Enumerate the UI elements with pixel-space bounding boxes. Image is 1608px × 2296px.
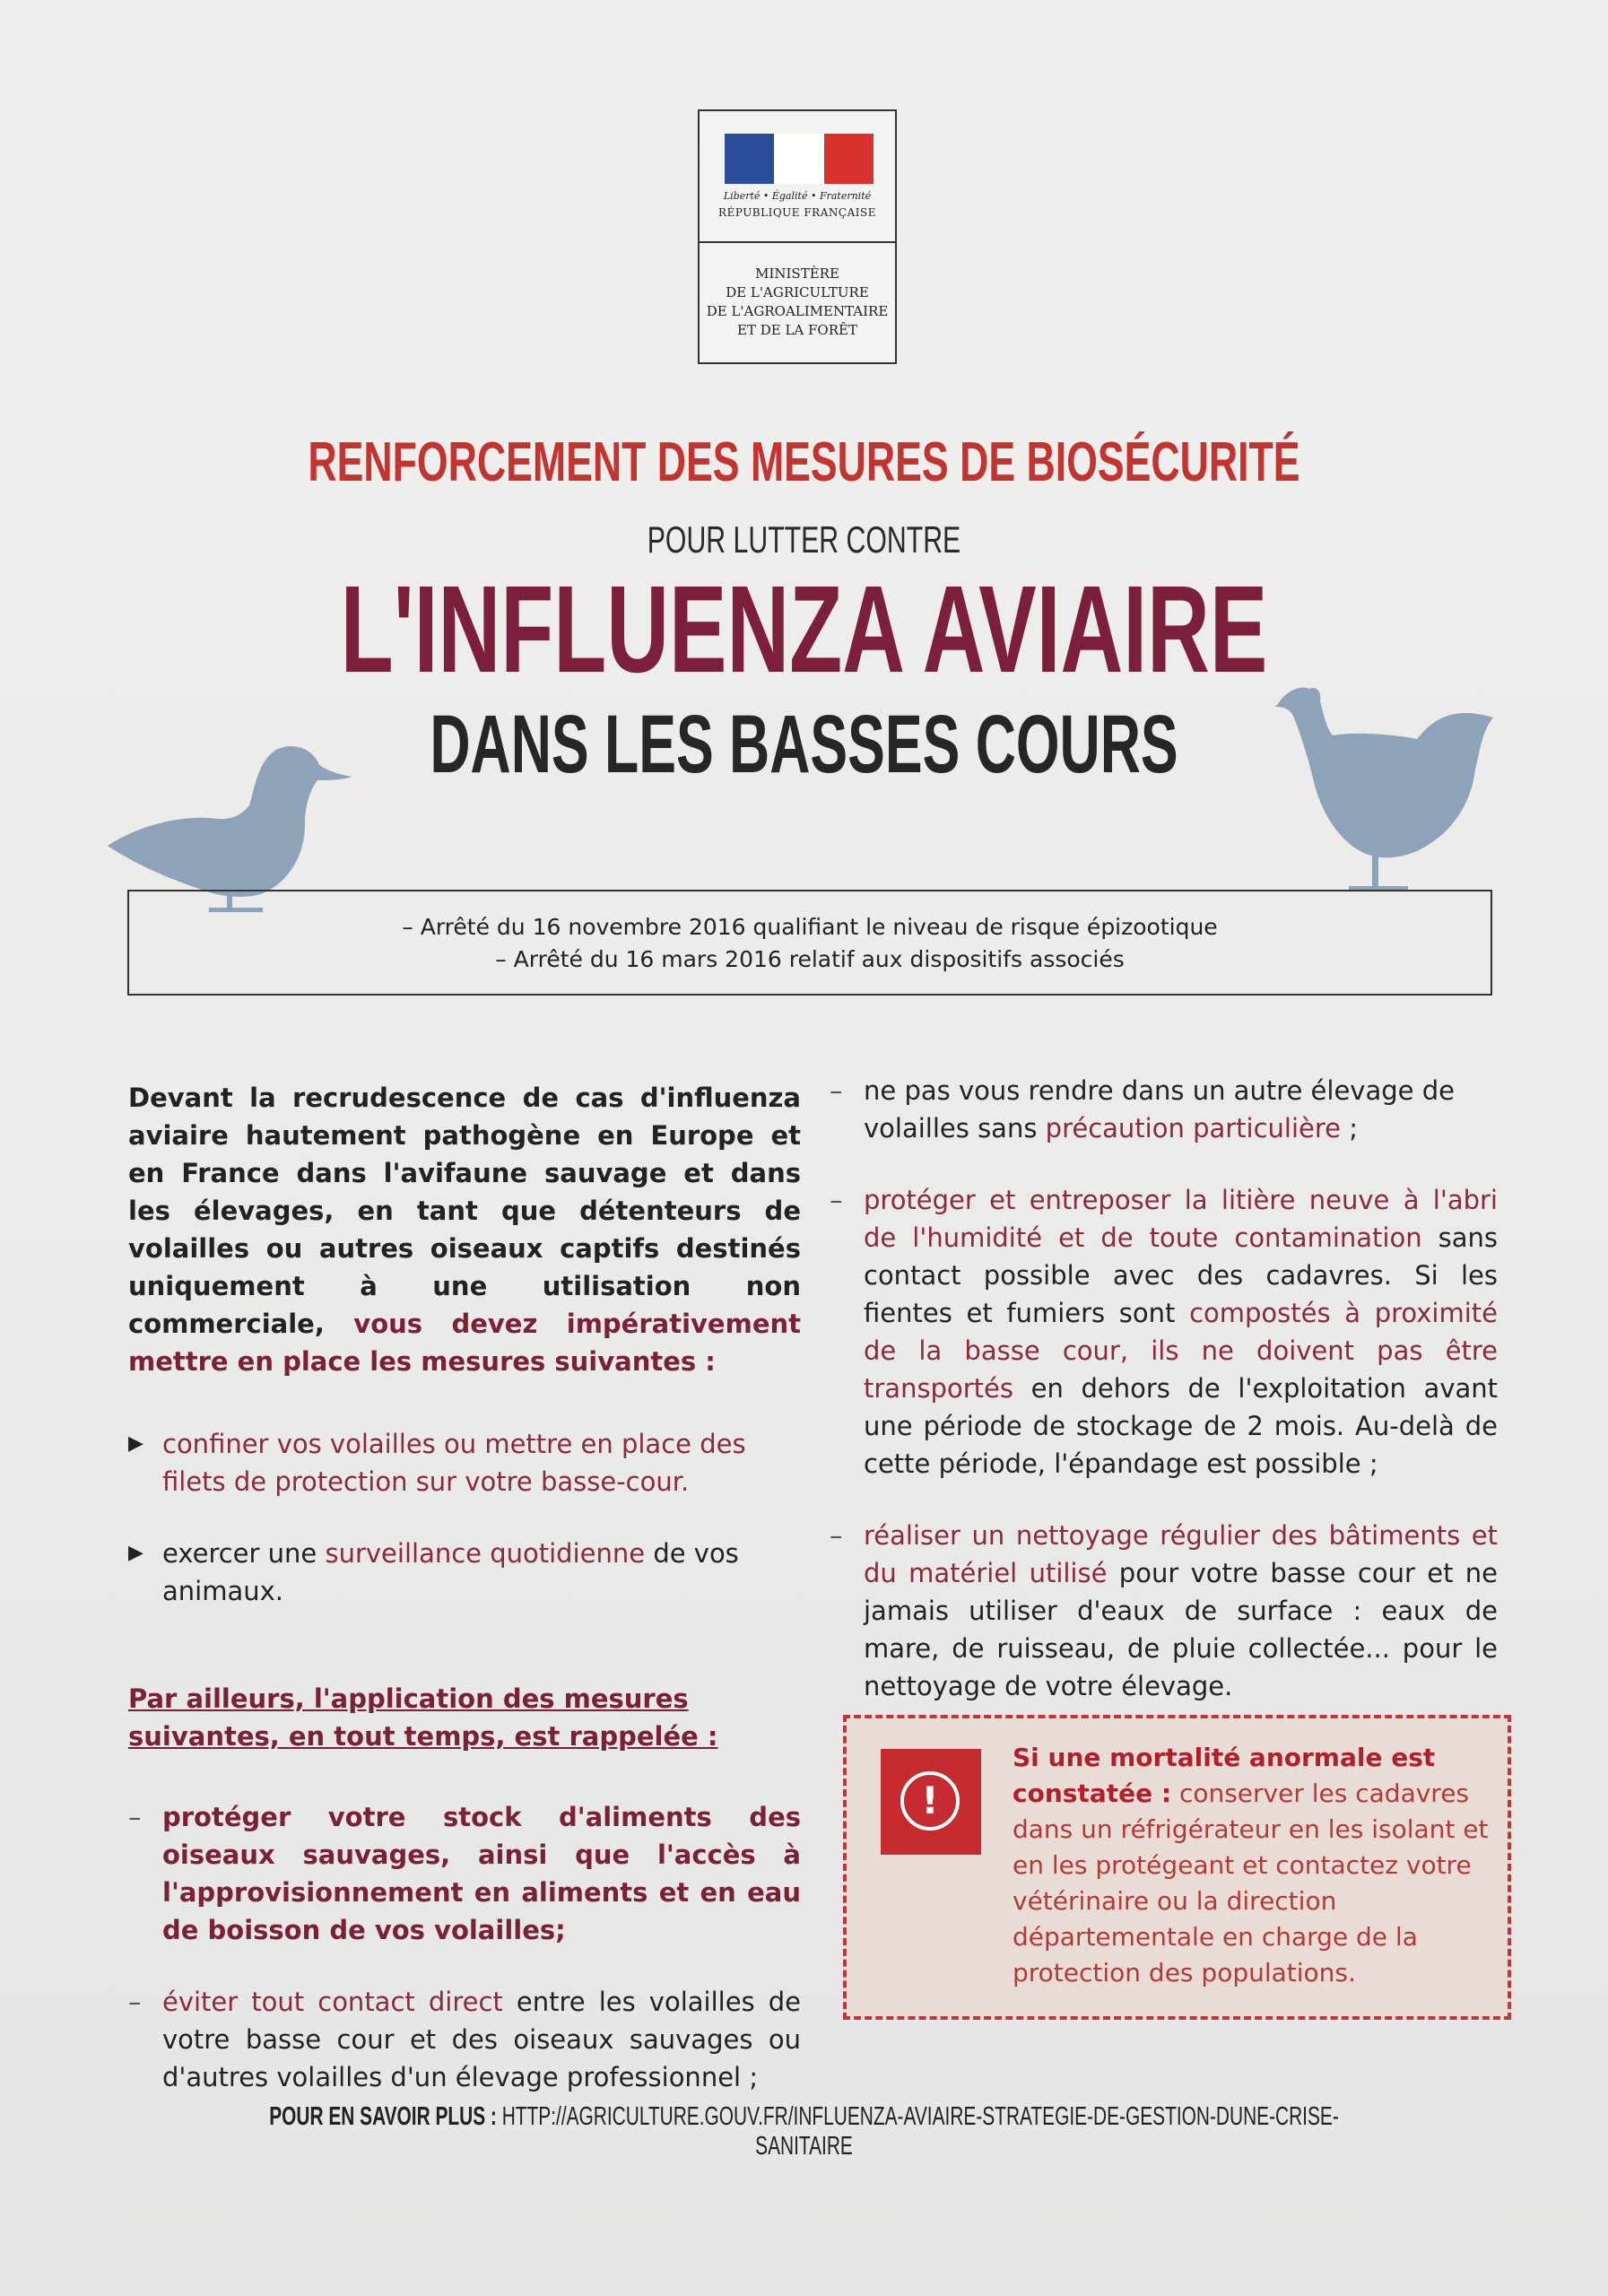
rule-emphasis: protéger et entreposer la litière neuve à l'abri de l'humidité et de toute contamination	[864, 1185, 1498, 1253]
heading-line-2: POUR LUTTER CONTRE	[647, 518, 961, 561]
heading-line-1: RENFORCEMENT DES MESURES DE BIOSÉCURITÉ	[308, 431, 1300, 493]
logo-republique: RÉPUBLIQUE FRANÇAISE	[718, 206, 876, 219]
alert-body: conserver les cadavres dans un réfrigérateur en les isolant et en les protégeant et contactez votre vétérinaire ou la direction départementale en charge de la protection des populations.	[1013, 1779, 1489, 1987]
measure-text: de vos animaux.	[162, 1538, 739, 1606]
dash-bullet: –	[128, 1987, 142, 2017]
logo-motto: Liberté • Égalité • Fraternité	[723, 190, 872, 202]
measure-item	[128, 1535, 801, 1610]
ministry-line: ET DE LA FORÊT	[737, 322, 857, 338]
intro-text: Devant la recrudescence de cas d'influenza aviaire hautement pathogène en Europe et en France dans l'avifaune sauvage et dans les élevages, en tant que détenteurs de volailles ou autres oiseaux captifs destinés uniquement à une utilisation non commerciale,	[128, 1083, 801, 1339]
right-column	[830, 1072, 1498, 1739]
arrete-line: – Arrêté du 16 novembre 2016 qualifiant le niveau de risque épizootique	[402, 914, 1218, 940]
arrete-line: – Arrêté du 16 mars 2016 relatif aux dispositifs associés	[495, 946, 1125, 972]
rule-text: ne pas vous rendre dans un autre élevage de volailles sans	[864, 1075, 1455, 1144]
logo-top	[700, 111, 895, 243]
flag-blue	[725, 134, 774, 184]
heading-line-4: DANS LES BASSES COURS	[430, 699, 1178, 790]
measure-emphasis: surveillance quotidienne	[325, 1538, 646, 1569]
marianne-flag-icon	[725, 134, 874, 184]
rule-text: pour votre basse cour et ne jamais utiliser d'eaux de surface : eaux de mare, de ruisseau, de pluie collectée... pour le nettoyage de votre élevage.	[864, 1558, 1498, 1701]
measure-text: exercer une	[162, 1538, 317, 1569]
alert-text	[1013, 1740, 1497, 1991]
rule-item	[128, 1798, 801, 1949]
rule-item	[128, 1983, 801, 2096]
rule-emphasis: éviter tout contact direct	[162, 1987, 503, 2017]
duck-icon	[106, 734, 366, 913]
exclamation-icon	[881, 1749, 981, 1855]
footer-url[interactable]: HTTP://AGRICULTURE.GOUV.FR/INFLUENZA-AVIAIRE-STRATEGIE-DE-GESTION-DUNE-CRISE-SANITAIRE	[501, 2102, 1339, 2161]
dash-bullet: –	[128, 1802, 142, 1832]
rule-text: sans contact possible avec des cadavres. Si les fientes et fumiers sont	[864, 1222, 1499, 1328]
mortality-alert-box	[843, 1715, 1511, 2020]
dash-bullet: –	[830, 1075, 843, 1106]
rule-item	[830, 1072, 1498, 1147]
heading-line-3: L'INFLUENZA AVIAIRE	[340, 561, 1268, 699]
ministry-line: DE L'AGROALIMENTAIRE	[706, 303, 889, 319]
exclamation-circle: !	[900, 1771, 960, 1831]
rule-emphasis: précaution particulière	[1045, 1113, 1342, 1144]
rule-text: ;	[1349, 1113, 1359, 1144]
left-column	[128, 1079, 801, 2130]
dash-bullet: –	[830, 1520, 843, 1551]
rappel-heading: Par ailleurs, l'application des mesures suivantes, en tout temps, est rappelée :	[128, 1683, 718, 1752]
rule-item	[830, 1517, 1498, 1705]
republique-francaise-logo	[698, 109, 897, 364]
rule-text: entre les volailles de votre basse cour et des oiseaux sauvages ou d'autres volailles d'un élevage professionnel ;	[162, 1987, 801, 2092]
rule-emphasis: compostés à proximité de la basse cour, ils ne doivent pas être transportés	[864, 1298, 1498, 1404]
alert-title: Si une mortalité anormale est constatée :	[1013, 1743, 1436, 1808]
ministry-line: DE L'AGRICULTURE	[726, 284, 869, 300]
ministry-name	[700, 243, 895, 340]
hen-icon	[1273, 680, 1498, 904]
measure-item	[128, 1425, 801, 1500]
dash-bullet: –	[830, 1185, 843, 1215]
arretes-box	[127, 890, 1492, 996]
footer-more-info	[225, 2102, 1383, 2161]
footer-label: POUR EN SAVOIR PLUS :	[269, 2102, 497, 2131]
triangle-bullet-icon: ▶	[128, 1542, 143, 1564]
ministry-line: MINISTÈRE	[755, 265, 839, 282]
intro-paragraph	[128, 1079, 801, 1380]
rule-text: protéger votre stock d'aliments des oiseaux sauvages, ainsi que l'accès à l'approvisionnement en aliments et en eau de boisson de vos volailles;	[162, 1802, 801, 1945]
rule-emphasis: réaliser un nettoyage régulier des bâtiments et du matériel utilisé	[864, 1520, 1498, 1588]
flag-red	[824, 134, 874, 184]
rule-text: en dehors de l'exploitation avant une période de stockage de 2 mois. Au-delà de cette période, l'épandage est possible ;	[864, 1373, 1499, 1479]
spacer	[128, 1380, 801, 1425]
triangle-bullet-icon: ▶	[128, 1432, 143, 1455]
intro-emphasis: vous devez impérativement mettre en place les mesures suivantes :	[128, 1309, 801, 1377]
rule-item	[830, 1181, 1498, 1483]
flag-white	[774, 134, 823, 184]
measure-text: confiner vos volailles ou mettre en place des filets de protection sur votre basse-cour.	[162, 1429, 746, 1497]
